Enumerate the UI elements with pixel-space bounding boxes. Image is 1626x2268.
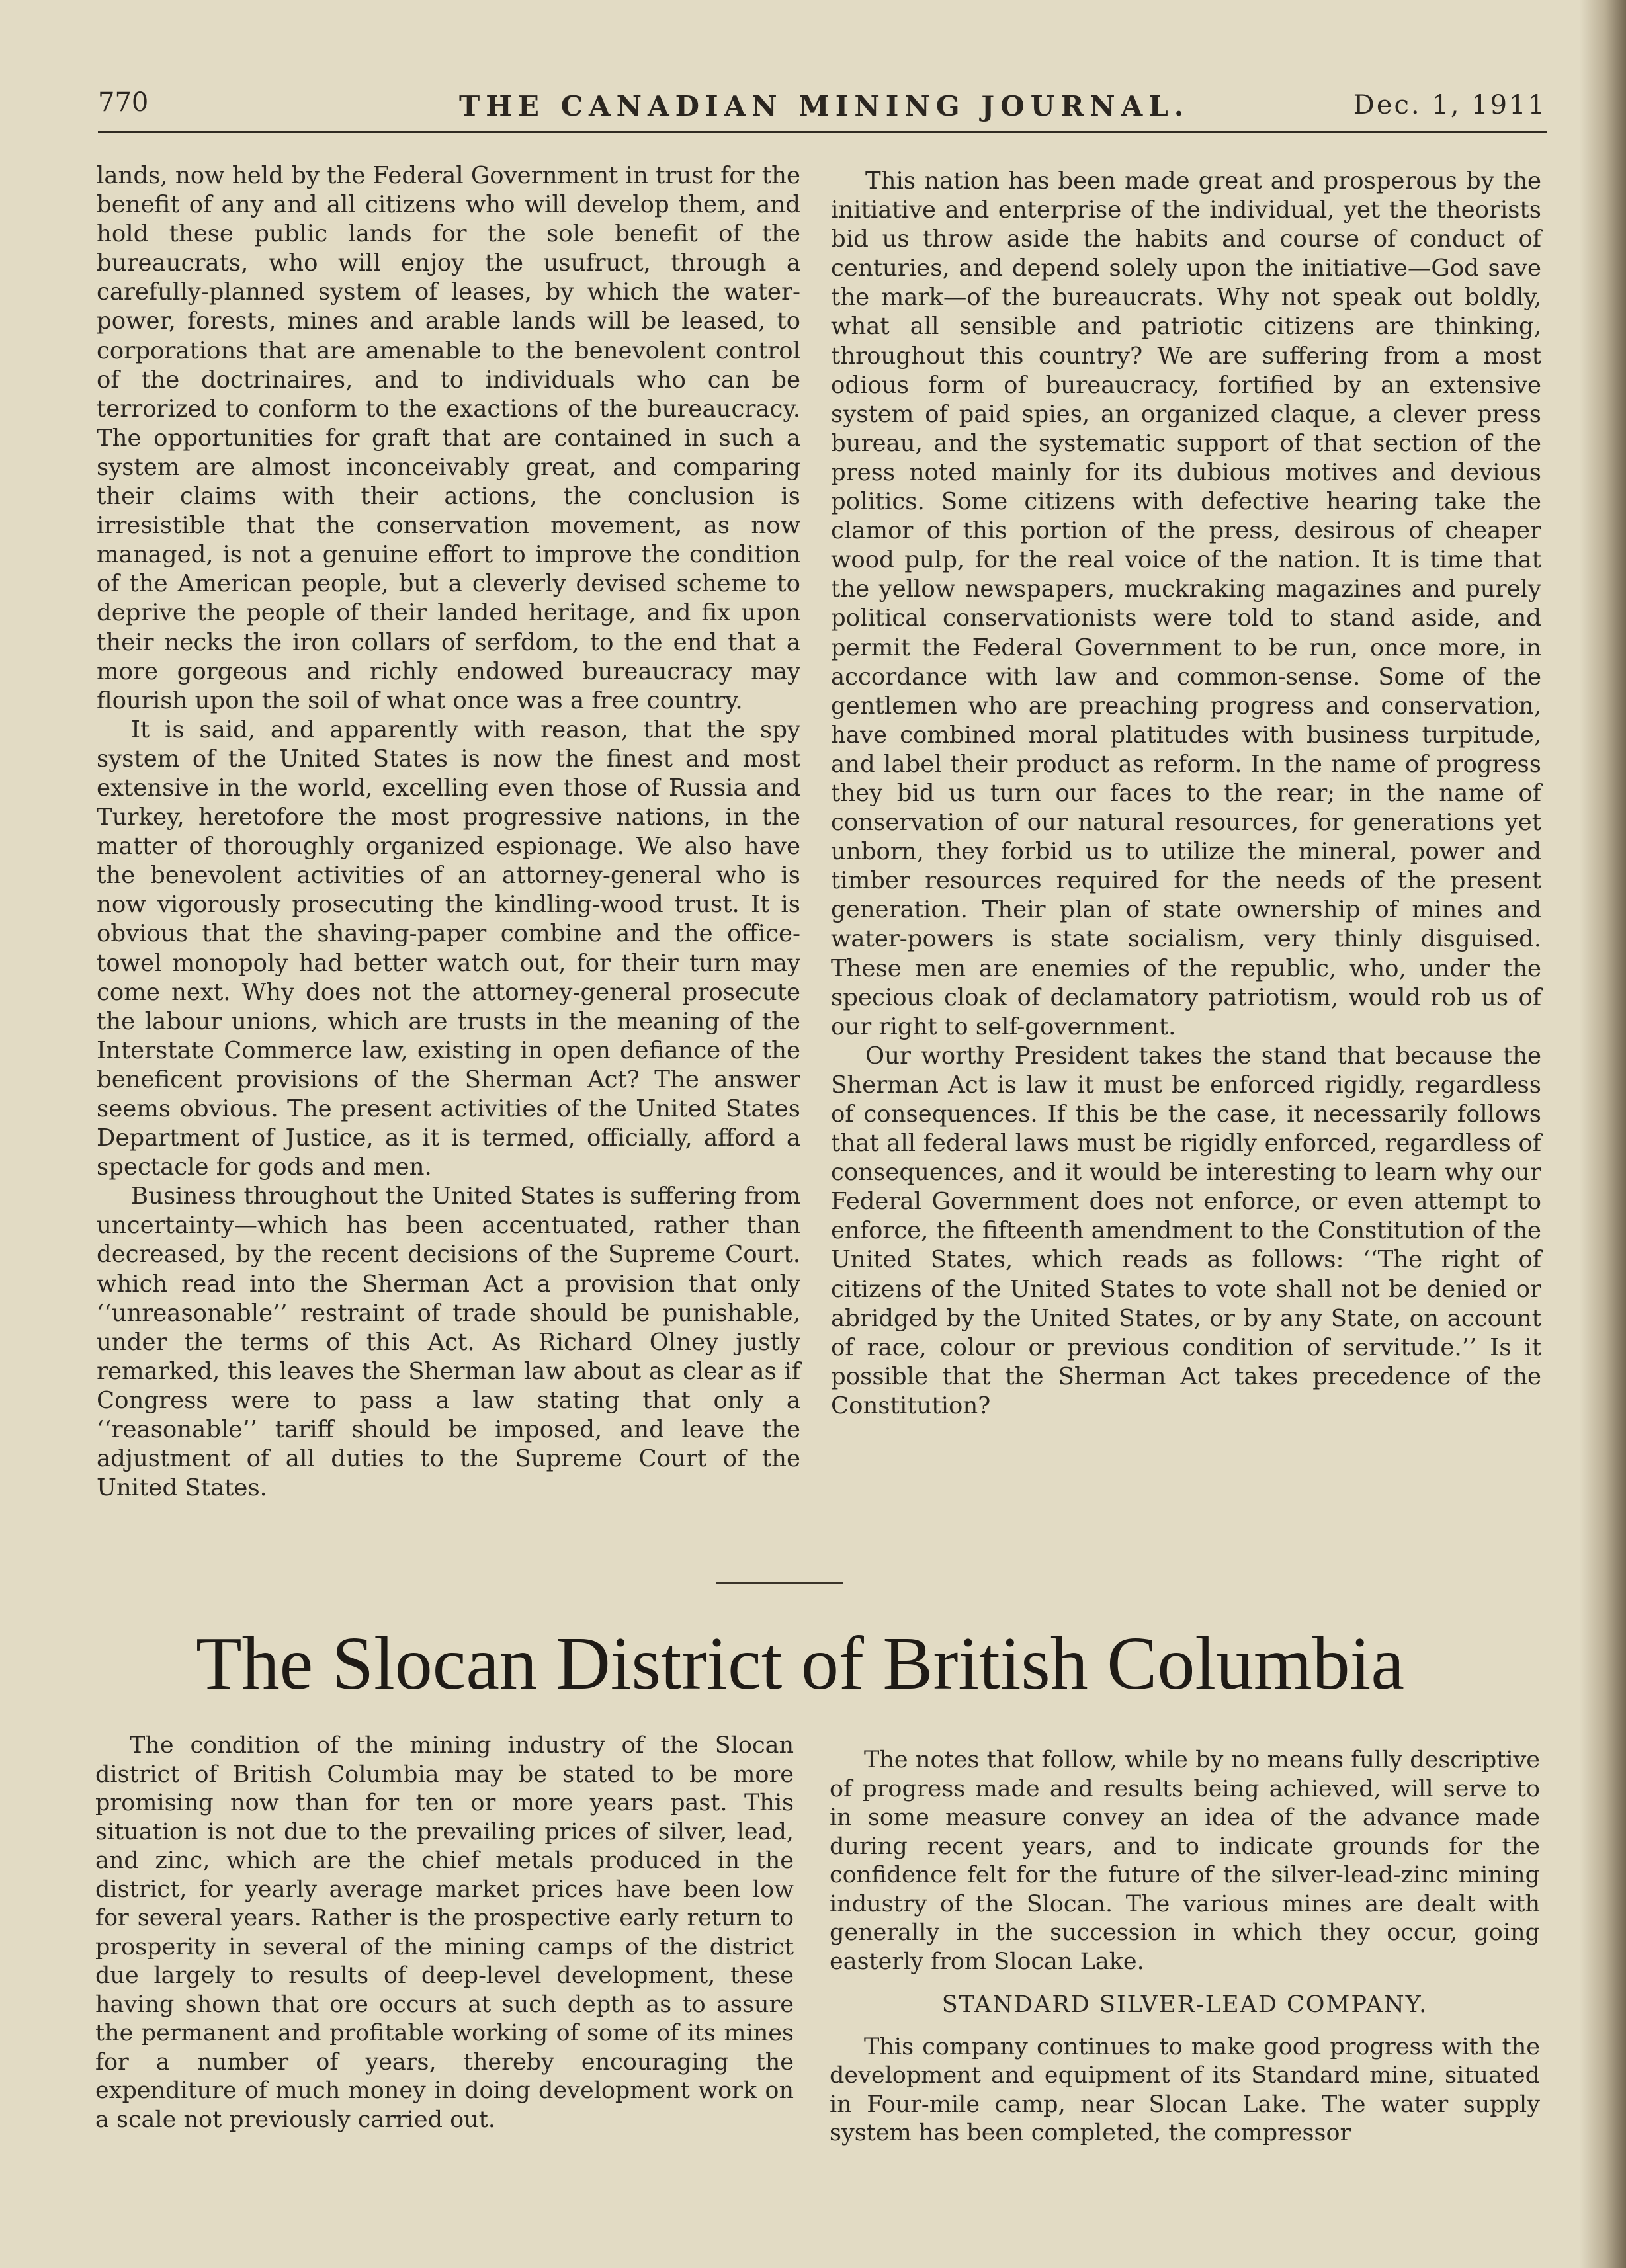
paragraph: The notes that follow, while by no means fully descriptive of progress made and results being achieved, will serve to in some measure convey an idea of the advance made during recent years, and to indicate grounds for the confidence felt for the future of the silver-lead-zinc mining industry of the Slocan. The various mines are dealt with generally in the succession in which they occur, going easterly from Slocan Lake.	[830, 1747, 1540, 1975]
journal-title: THE CANADIAN MINING JOURNAL.	[459, 90, 1190, 122]
page-number: 770	[98, 87, 149, 118]
left-column	[97, 161, 800, 1503]
paragraph: The condition of the mining industry of the Slocan district of British Columbia may be stated to be more promising now than for ten or more years past. This situation is not due to the prevailing prices of silver, lead, and zinc, which are the chief metals produced in the district, for yearly average market prices have been low for several years. Rather is the prospective early return to prosperity in several of the mining camps of the district due largely to results of deep-level development, these having shown that ore occurs at such depth as to assure the permanent and profitable working of some of its mines for a number of years, thereby encouraging the expenditure of much money in doing development work on a scale not previously carried out.	[95, 1732, 794, 2133]
page-edge-shadow	[1580, 0, 1626, 2268]
issue-date: Dec. 1, 1911	[1353, 90, 1547, 120]
page-header	[98, 85, 1547, 133]
paragraph: Business throughout the United States is suffering from uncertainty—which has been accentuated, rather than decreased, by the recent decisions of the Supreme Court. which read into the Sherman Act a provision that only ‘‘unreasonable’’ restraint of trade should be punishable, under the terms of this Act. As Richard Olney justly remarked, this leaves the Sherman law about as clear as if Congress were to pass a law stating that only a ‘‘reasonable’’ tariff should be imposed, and leave the adjustment of all duties to the Supreme Court of the United States.	[97, 1183, 800, 1502]
paragraph: It is said, and apparently with reason, that the spy system of the United States is now the finest and most extensive in the world, excelling even those of Russia and Turkey, heretofore the most progressive nations, in the matter of thoroughly organized espionage. We also have the benevolent activities of an attorney-general who is now vigorously prosecuting the kindling-wood trust. It is obvious that the shaving-paper combine and the office-towel monopoly had better watch out, for their turn may come next. Why does not the attorney-general prosecute the labour unions, which are trusts in the meaning of the Interstate Commerce law, existing in open defiance of the beneficent provisions of the Sherman Act? The answer seems obvious. The present activities of the United States Department of Justice, as it is termed, officially, afford a spectacle for gods and men.	[97, 716, 800, 1181]
subheading: STANDARD SILVER-LEAD COMPANY.	[941, 1992, 1428, 2018]
article-left-column	[95, 1732, 794, 2134]
paragraph: Our worthy President takes the stand that because the Sherman Act is law it must be enforced rigidly, regardless of consequences. If this be the case, it necessarily follows that all federal laws must be rigidly enforced, regardless of consequences, and it would be interesting to learn why our Federal Government does not enforce, or even attempt to enforce, the fifteenth amendment to the Constitution of the United States, which reads as follows: ‘‘The right of citizens of the United States to vote shall not be denied or abridged by the United States, or by any State, on account of race, colour or previous condition of servitude.’’ Is it possible that the Sherman Act takes precedence of the Constitution?	[831, 1042, 1541, 1419]
article-right-column	[830, 1746, 1540, 2148]
article-title: The Slocan District of British Columbia	[196, 1621, 1404, 1705]
paragraph: This nation has been made great and prosperous by the initiative and enterprise of the individual, yet the theorists bid us throw aside the habits and course of conduct of centuries, and depend solely upon the initiative—God save the mark—of the bureaucrats. Why not speak out boldly, what all sensible and patriotic citizens are thinking, throughout this country? We are suffering from a most odious form of bureaucracy, fortified by an extensive system of paid spies, an organized claque, a clever press bureau, and the systematic support of that section of the press noted mainly for its dubious motives and devious politics. Some citizens with defective hearing take the clamor of this portion of the press, desirous of cheaper wood pulp, for the real voice of the nation. It is time that the yellow newspapers, muckraking magazines and purely political conservationists were told to stand aside, and permit the Federal Government to be run, once more, in accordance with law and common-sense. Some of the gentlemen who are preaching progress and conservation, have combined moral platitudes with business turpitude, and label their product as reform. In the name of progress they bid us turn our faces to the rear; in the name of conservation of our natural resources, for generations yet unborn, they forbid us to utilize the mineral, power and timber resources required for the needs of the present generation. Their plan of state ownership of mines and water-powers is state socialism, very thinly disguised. These men are enemies of the republic, who, under the specious cloak of declamatory patriotism, would rob us of our right to self-government.	[831, 167, 1541, 1040]
right-column	[831, 167, 1541, 1421]
paragraph: lands, now held by the Federal Government in trust for the benefit of any and all citizens who will develop them, and hold these public lands for the sole benefit of the bureaucrats, who will enjoy the usufruct, through a carefully-planned system of leases, by which the water-power, forests, mines and arable lands will be leased, to corporations that are amenable to the benevolent control of the doctrinaires, and to individuals who can be terrorized to conform to the exactions of the bureaucracy. The opportunities for graft that are contained in such a system are almost inconceivably great, and comparing their claims with their actions, the conclusion is irresistible that the conservation movement, as now managed, is not a genuine effort to improve the condition of the American people, but a cleverly devised scheme to deprive the people of their landed heritage, and fix upon their necks the iron collars of serfdom, to the end that a more gorgeous and richly endowed bureaucracy may flourish upon the soil of what once was a free country.	[97, 162, 800, 714]
paragraph: This company continues to make good progress with the development and equipment of its Standard mine, situated in Four-mile camp, near Slocan Lake. The water supply system has been completed, the compressor	[830, 2033, 1540, 2146]
section-divider	[716, 1582, 843, 1584]
